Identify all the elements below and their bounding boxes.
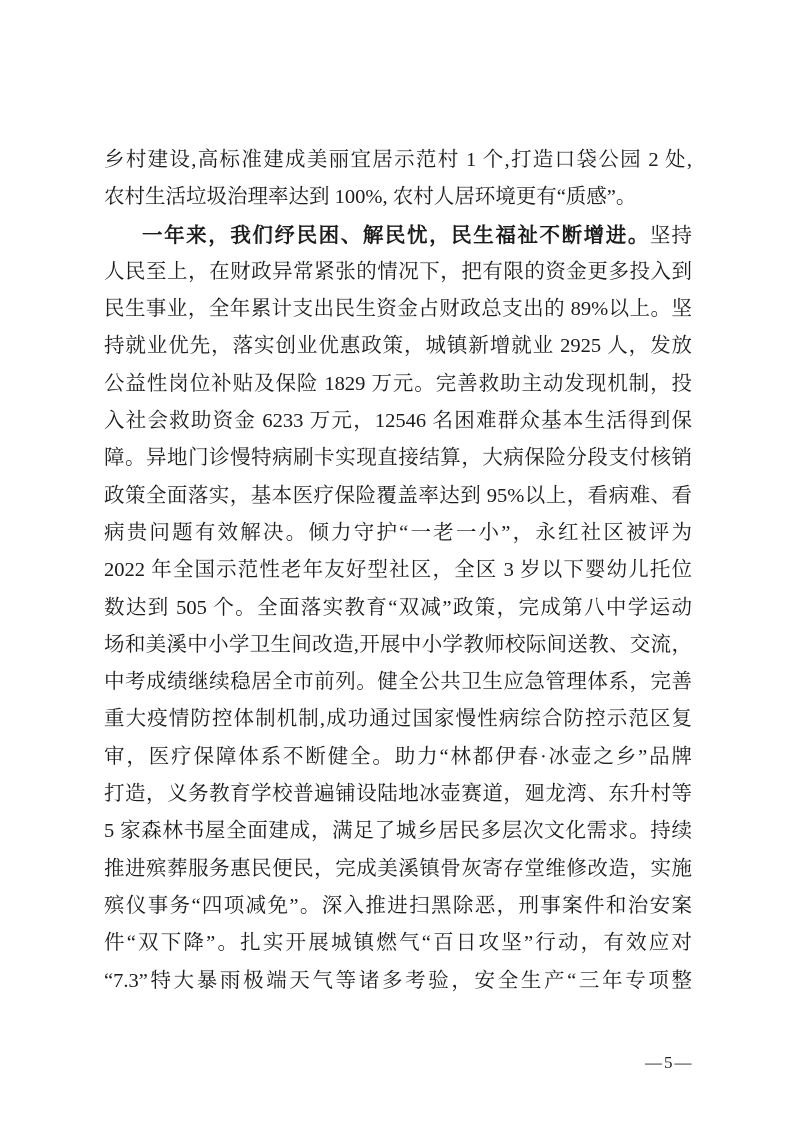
text-line: 公益性岗位补贴及保险 1829 万元。完善救助主动发现机制，投 xyxy=(104,372,692,395)
text-line: 病贵问题有效解决。倾力守护“一老一小”，永红社区被评为 xyxy=(104,521,692,544)
text-line: 2022 年全国示范性老年友好型社区，全区 3 岁以下婴幼儿托位 xyxy=(104,559,692,582)
text-line: 政策全面落实，基本医疗保险覆盖率达到 95%以上，看病难、看 xyxy=(104,484,692,507)
text-line: 持就业优先，落实创业优惠政策，城镇新增就业 2925 人，发放 xyxy=(104,335,692,358)
section-lead-bold: 一年来，我们纾民困、解民忧，民生福祉不断增进。 xyxy=(142,223,650,247)
text-line: 5 家森林书屋全面建成，满足了城乡居民多层次文化需求。持续 xyxy=(104,820,692,843)
body-text xyxy=(104,142,692,1000)
text-line: “7.3”特大暴雨极端天气等诸多考验，安全生产“三年专项整 xyxy=(104,969,692,992)
text-line: 推进殡葬服务惠民便民，完成美溪镇骨灰寄存堂维修改造，实施 xyxy=(104,857,692,880)
text-line: 重大疫情防控体制机制,成功通过国家慢性病综合防控示范区复 xyxy=(104,708,692,731)
text-line: 件“双下降”。扎实开展城镇燃气“百日攻坚”行动，有效应对 xyxy=(104,932,692,955)
section-lead-rest: 坚持 xyxy=(649,224,692,247)
page-number: —5— xyxy=(645,1053,694,1072)
text-line: 障。异地门诊慢特病刷卡实现直接结算，大病保险分段支付核销 xyxy=(104,447,692,470)
text-line: 中考成绩继续稳居全市前列。健全公共卫生应急管理体系，完善 xyxy=(104,671,692,694)
text-line: 入社会救助资金 6233 万元，12546 名困难群众基本生活得到保 xyxy=(104,410,692,433)
text-line: 乡村建设,高标准建成美丽宜居示范村 1 个,打造口袋公园 2 处, xyxy=(104,149,692,171)
text-line: 人民至上，在财政异常紧张的情况下，把有限的资金更多投入到 xyxy=(104,260,692,283)
text-line: 民生事业，全年累计支出民生资金占财政总支出的 89%以上。坚 xyxy=(104,298,692,321)
text-line: 打造，义务教育学校普遍铺设陆地冰壶赛道，廻龙湾、东升村等 xyxy=(104,783,692,806)
text-line: 殡仪事务“四项减免”。深入推进扫黑除恶，刑事案件和治安案 xyxy=(104,894,692,917)
text-line: 农村生活垃圾治理率达到 100%, 农村人居环境更有“质感”。 xyxy=(104,186,637,209)
text-line: 场和美溪中小学卫生间改造,开展中小学教师校际间送教、交流， xyxy=(104,633,692,656)
text-line-paragraph-lead xyxy=(104,217,692,254)
text-line: 审，医疗保障体系不断健全。助力“林都伊春·冰壶之乡”品牌 xyxy=(104,745,692,768)
text-line: 数达到 505 个。全面落实教育“双减”政策，完成第八中学运动 xyxy=(104,596,692,619)
